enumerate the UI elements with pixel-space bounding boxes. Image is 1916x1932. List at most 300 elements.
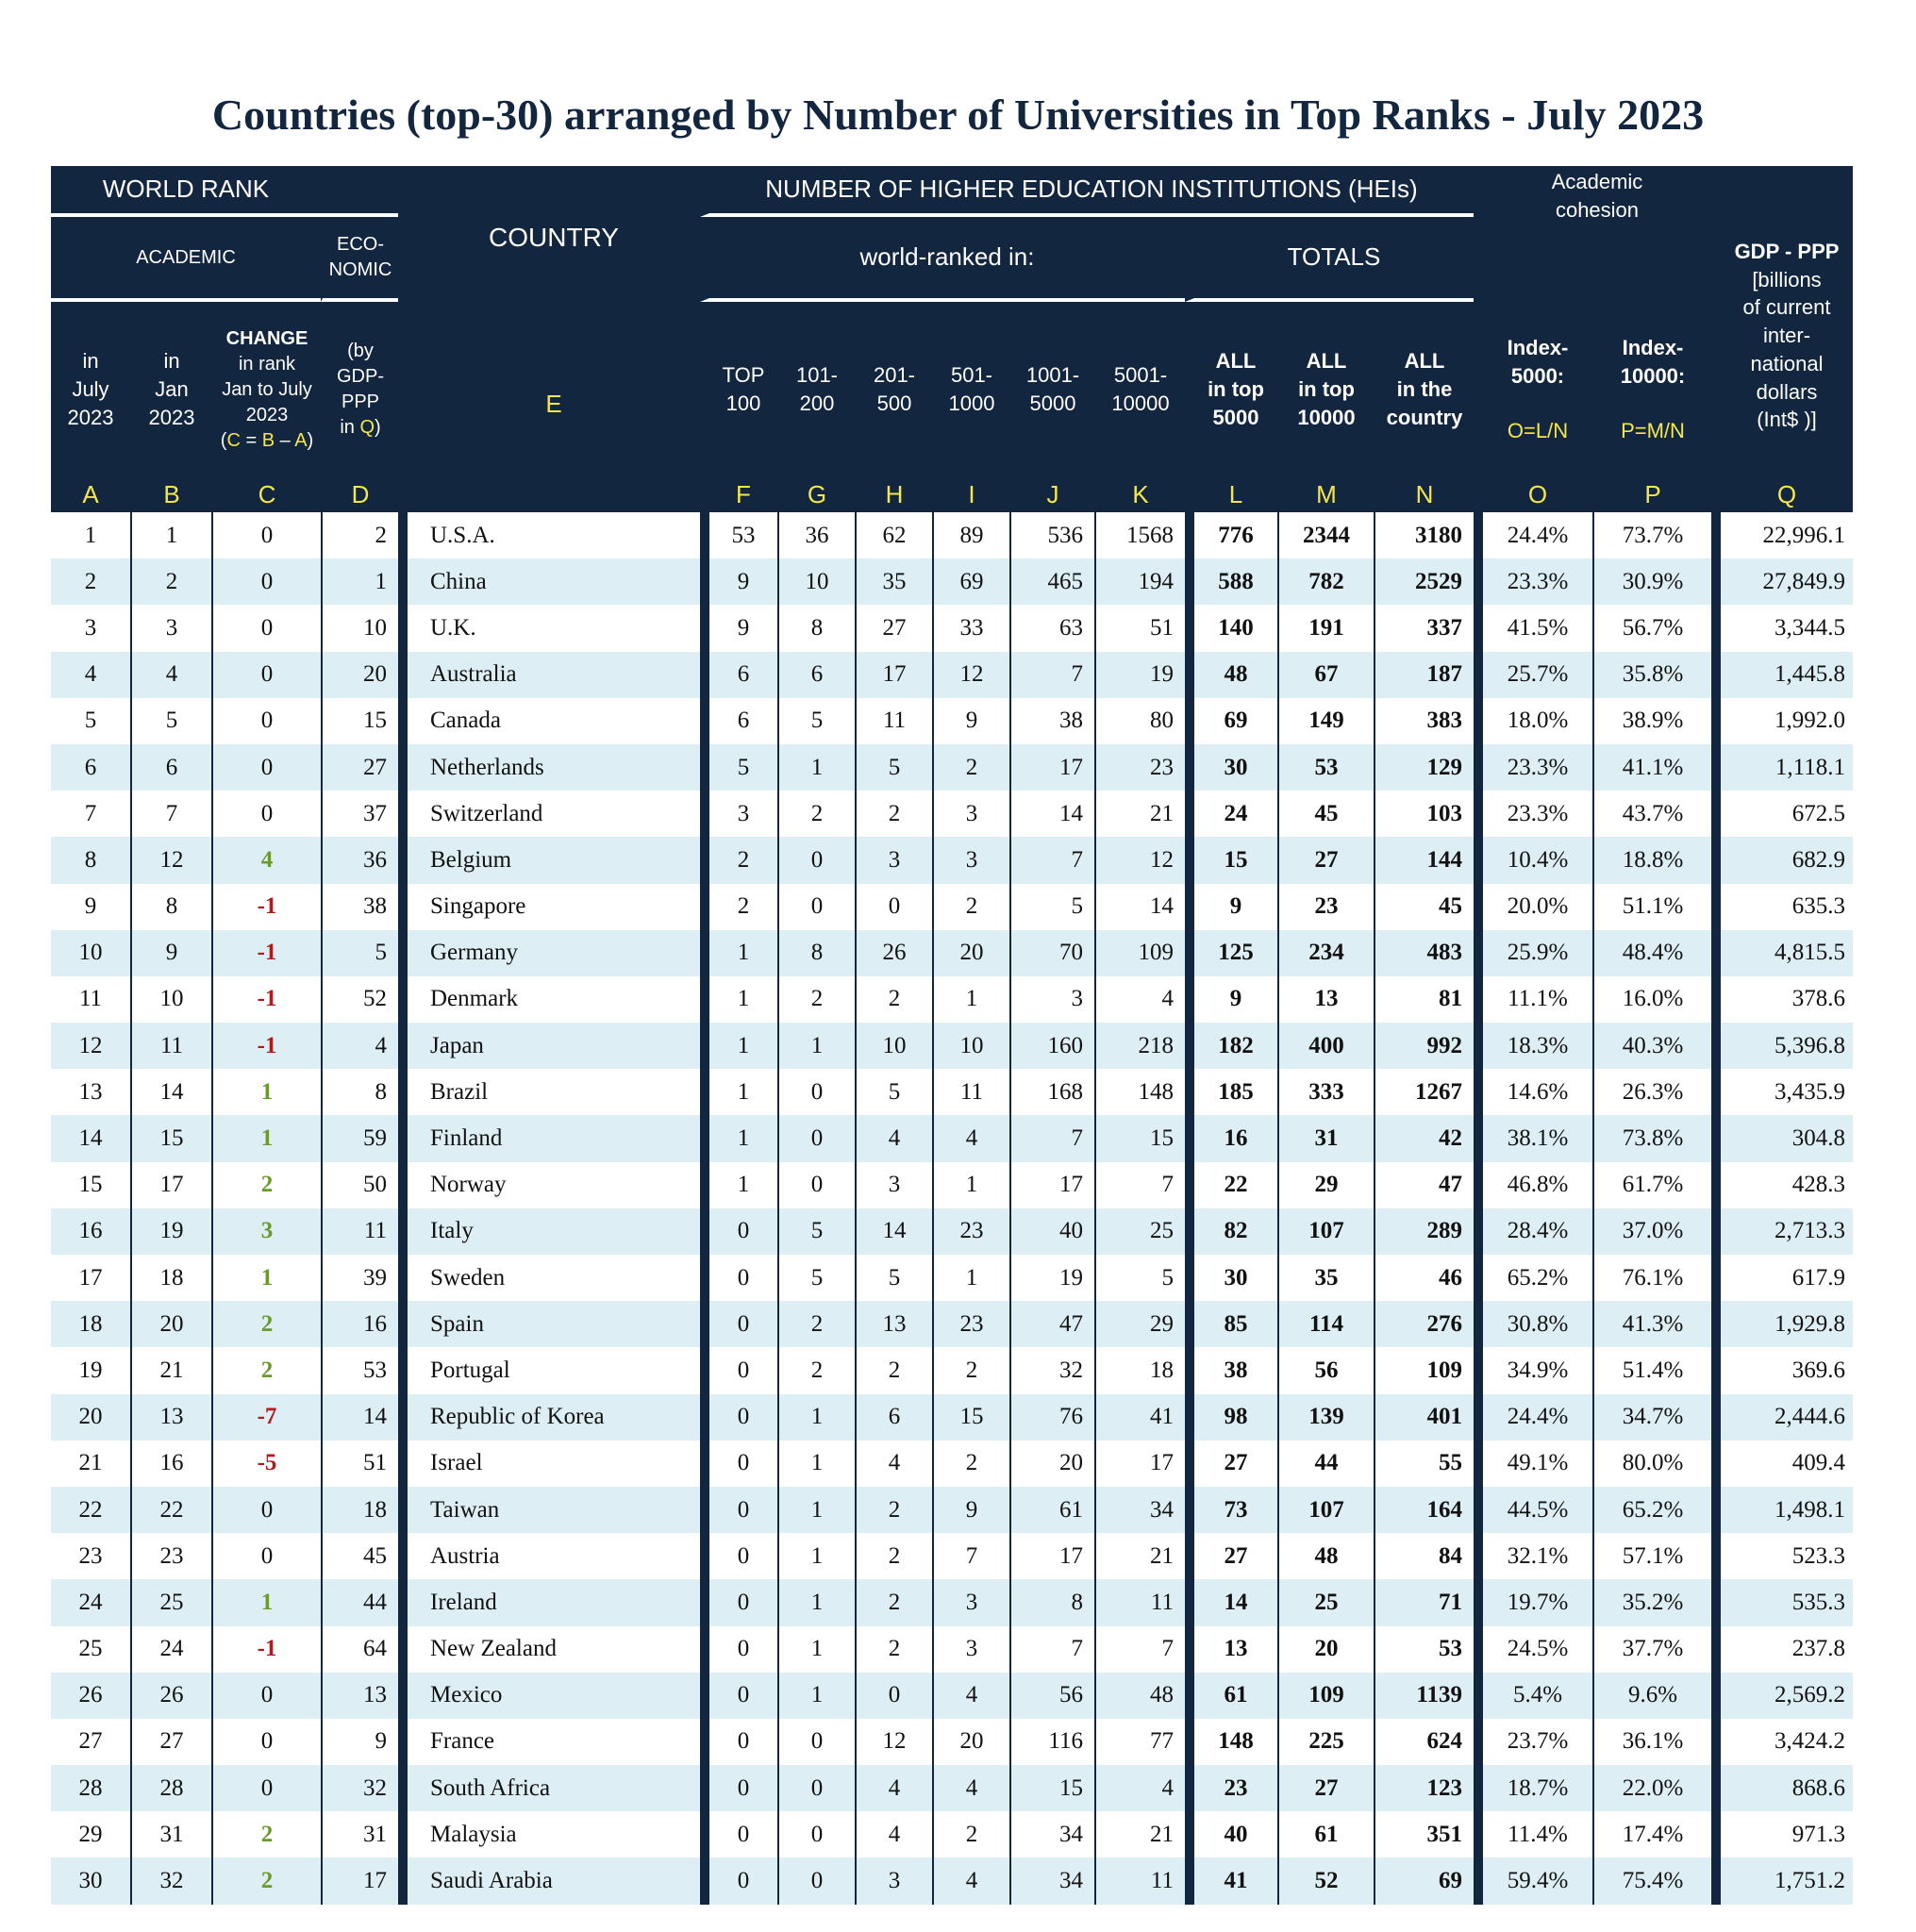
- cell-rank-jan: 26: [130, 1673, 211, 1719]
- cell-economic-rank: 9: [321, 1719, 398, 1765]
- col-n-line3: country: [1386, 405, 1463, 429]
- cell-101-200: 1: [777, 1673, 855, 1719]
- col-h-line2: 500: [876, 391, 912, 415]
- cell-1001-5000: 465: [1009, 558, 1094, 605]
- cell-201-500: 2: [855, 791, 932, 837]
- cell-gdp-ppp: 304.8: [1711, 1115, 1853, 1161]
- cell-top100: 2: [700, 884, 777, 930]
- cell-top100: 0: [700, 1765, 777, 1811]
- col-p-formula: P=M/N: [1621, 418, 1685, 442]
- cell-index-10000: 56.7%: [1592, 605, 1711, 651]
- table-row: [51, 1533, 1853, 1579]
- cell-gdp-ppp: 2,569.2: [1711, 1673, 1853, 1719]
- cell-all-top5000: 38: [1185, 1347, 1277, 1393]
- cell-5001-10000: 51: [1094, 605, 1185, 651]
- cell-country: Brazil: [398, 1069, 700, 1115]
- cell-rank-jan: 25: [130, 1579, 211, 1625]
- cell-rank-change: 0: [211, 791, 321, 837]
- cell-rank-jan: 15: [130, 1115, 211, 1161]
- cell-top100: 0: [700, 1533, 777, 1579]
- cell-top100: 0: [700, 1255, 777, 1301]
- cell-5001-10000: 109: [1094, 930, 1185, 976]
- cell-5001-10000: 12: [1094, 837, 1185, 883]
- table-row: [51, 1069, 1853, 1115]
- cell-index-5000: 23.3%: [1474, 744, 1592, 791]
- cell-all-top5000: 9: [1185, 976, 1277, 1023]
- col-d-q: Q: [359, 417, 375, 438]
- cell-all-top10000: 107: [1277, 1487, 1374, 1533]
- cell-economic-rank: 64: [321, 1626, 398, 1673]
- column-letter-d: D: [321, 477, 398, 512]
- cell-5001-10000: 34: [1094, 1487, 1185, 1533]
- cell-top100: 9: [700, 558, 777, 605]
- cell-economic-rank: 4: [321, 1023, 398, 1069]
- cell-index-10000: 41.1%: [1592, 744, 1711, 791]
- cell-all-top5000: 14: [1185, 1579, 1277, 1625]
- cell-201-500: 5: [855, 744, 932, 791]
- cell-201-500: 13: [855, 1301, 932, 1347]
- cell-1001-5000: 17: [1009, 1162, 1094, 1208]
- cell-gdp-ppp: 3,344.5: [1711, 605, 1853, 651]
- cell-index-10000: 35.2%: [1592, 1579, 1711, 1625]
- table-row: [51, 1255, 1853, 1301]
- cell-all-top10000: 234: [1277, 930, 1374, 976]
- cell-rank-change: -1: [211, 976, 321, 1023]
- rankings-table: [51, 166, 1853, 1905]
- academic-cohesion-line1: Academic: [1551, 170, 1643, 193]
- cell-rank-change: -1: [211, 884, 321, 930]
- cell-all-country: 103: [1374, 791, 1474, 837]
- cell-1001-5000: 70: [1009, 930, 1094, 976]
- cell-501-1000: 4: [932, 1765, 1009, 1811]
- formula-minus: –: [275, 429, 295, 451]
- cell-5001-10000: 4: [1094, 976, 1185, 1023]
- column-letter-q: Q: [1711, 477, 1853, 512]
- cell-all-top5000: 148: [1185, 1719, 1277, 1765]
- cell-rank-jan: 7: [130, 791, 211, 837]
- cell-5001-10000: 7: [1094, 1626, 1185, 1673]
- column-letter-m: M: [1277, 477, 1374, 512]
- column-letter-j: J: [1009, 477, 1094, 512]
- cell-5001-10000: 148: [1094, 1069, 1185, 1115]
- cell-gdp-ppp: 1,929.8: [1711, 1301, 1853, 1347]
- cell-5001-10000: 80: [1094, 698, 1185, 744]
- cell-index-5000: 32.1%: [1474, 1533, 1592, 1579]
- cell-all-top10000: 23: [1277, 884, 1374, 930]
- cell-5001-10000: 23: [1094, 744, 1185, 791]
- cell-rank-change: -5: [211, 1441, 321, 1487]
- cell-index-5000: 65.2%: [1474, 1255, 1592, 1301]
- cell-gdp-ppp: 3,424.2: [1711, 1719, 1853, 1765]
- cell-gdp-ppp: 378.6: [1711, 976, 1853, 1023]
- cell-all-top5000: 27: [1185, 1533, 1277, 1579]
- cell-top100: 0: [700, 1626, 777, 1673]
- cell-501-1000: 89: [932, 512, 1009, 558]
- cell-country: Spain: [398, 1301, 700, 1347]
- cell-all-country: 123: [1374, 1765, 1474, 1811]
- col-j-header: [1009, 302, 1094, 477]
- cell-index-5000: 5.4%: [1474, 1673, 1592, 1719]
- cell-index-5000: 11.4%: [1474, 1811, 1592, 1857]
- column-letter-e: E: [545, 389, 562, 418]
- cell-index-5000: 30.8%: [1474, 1301, 1592, 1347]
- col-d-header: [321, 302, 398, 477]
- cell-rank-jan: 12: [130, 837, 211, 883]
- cell-rank-jan: 24: [130, 1626, 211, 1673]
- cell-rank-july: 17: [51, 1255, 130, 1301]
- cell-top100: 0: [700, 1347, 777, 1393]
- cell-1001-5000: 168: [1009, 1069, 1094, 1115]
- cell-rank-july: 12: [51, 1023, 130, 1069]
- cell-country: Finland: [398, 1115, 700, 1161]
- cell-rank-july: 28: [51, 1765, 130, 1811]
- cell-economic-rank: 10: [321, 605, 398, 651]
- cell-1001-5000: 34: [1009, 1811, 1094, 1857]
- cell-rank-change: 0: [211, 1487, 321, 1533]
- cell-rank-jan: 23: [130, 1533, 211, 1579]
- cell-rank-change: 0: [211, 605, 321, 651]
- cell-1001-5000: 7: [1009, 1626, 1094, 1673]
- cell-all-country: 109: [1374, 1347, 1474, 1393]
- cell-top100: 0: [700, 1579, 777, 1625]
- cell-index-10000: 41.3%: [1592, 1301, 1711, 1347]
- cell-rank-july: 3: [51, 605, 130, 651]
- cell-all-top10000: 114: [1277, 1301, 1374, 1347]
- cell-501-1000: 4: [932, 1115, 1009, 1161]
- cell-index-5000: 46.8%: [1474, 1162, 1592, 1208]
- cell-5001-10000: 15: [1094, 1115, 1185, 1161]
- cell-rank-july: 26: [51, 1673, 130, 1719]
- cell-gdp-ppp: 428.3: [1711, 1162, 1853, 1208]
- cell-index-10000: 80.0%: [1592, 1441, 1711, 1487]
- cell-201-500: 3: [855, 837, 932, 883]
- cell-country: Singapore: [398, 884, 700, 930]
- cell-top100: 3: [700, 791, 777, 837]
- cell-all-top5000: 182: [1185, 1023, 1277, 1069]
- cell-economic-rank: 11: [321, 1208, 398, 1255]
- cell-index-10000: 36.1%: [1592, 1719, 1711, 1765]
- cell-country: Denmark: [398, 976, 700, 1023]
- cell-index-10000: 51.4%: [1592, 1347, 1711, 1393]
- cell-country: China: [398, 558, 700, 605]
- cell-rank-jan: 5: [130, 698, 211, 744]
- cell-rank-jan: 16: [130, 1441, 211, 1487]
- cell-index-10000: 48.4%: [1592, 930, 1711, 976]
- cell-101-200: 0: [777, 1811, 855, 1857]
- table-row: [51, 512, 1853, 558]
- cell-rank-jan: 18: [130, 1255, 211, 1301]
- cell-1001-5000: 3: [1009, 976, 1094, 1023]
- cell-all-top5000: 588: [1185, 558, 1277, 605]
- cell-country: Italy: [398, 1208, 700, 1255]
- col-o-line2: 5000:: [1510, 364, 1565, 389]
- cell-country: Netherlands: [398, 744, 700, 791]
- cell-201-500: 4: [855, 1811, 932, 1857]
- cell-rank-change: 0: [211, 698, 321, 744]
- cell-101-200: 0: [777, 1162, 855, 1208]
- table-row: [51, 837, 1853, 883]
- cell-rank-change: 0: [211, 744, 321, 791]
- cell-all-top10000: 109: [1277, 1673, 1374, 1719]
- cell-all-top10000: 782: [1277, 558, 1374, 605]
- cell-all-top5000: 13: [1185, 1626, 1277, 1673]
- cell-101-200: 1: [777, 1579, 855, 1625]
- economic-line1: ECO-: [337, 234, 384, 255]
- cell-country: Republic of Korea: [398, 1394, 700, 1441]
- col-p-line1: Index-: [1622, 336, 1684, 360]
- column-letter-a: A: [51, 477, 130, 512]
- col-i-line2: 1000: [948, 391, 995, 415]
- cell-index-5000: 59.4%: [1474, 1857, 1592, 1904]
- cell-country: Portugal: [398, 1347, 700, 1393]
- cell-all-top10000: 400: [1277, 1023, 1374, 1069]
- cell-501-1000: 33: [932, 605, 1009, 651]
- cell-index-5000: 38.1%: [1474, 1115, 1592, 1161]
- cell-all-top10000: 35: [1277, 1255, 1374, 1301]
- cell-rank-jan: 4: [130, 652, 211, 698]
- cell-rank-jan: 2: [130, 558, 211, 605]
- cell-101-200: 0: [777, 1719, 855, 1765]
- rankings-table-container: [51, 166, 1853, 1905]
- cell-rank-change: -7: [211, 1394, 321, 1441]
- col-a-line3: 2023: [67, 405, 114, 429]
- col-d-line1: (by: [347, 341, 374, 361]
- cell-101-200: 2: [777, 791, 855, 837]
- col-d-line3: PPP: [341, 391, 380, 412]
- cell-gdp-ppp: 868.6: [1711, 1765, 1853, 1811]
- cell-5001-10000: 7: [1094, 1162, 1185, 1208]
- table-row: [51, 1208, 1853, 1255]
- cell-top100: 5: [700, 744, 777, 791]
- cell-all-top10000: 67: [1277, 652, 1374, 698]
- cell-5001-10000: 18: [1094, 1347, 1185, 1393]
- cell-all-top5000: 23: [1185, 1765, 1277, 1811]
- cell-all-top10000: 29: [1277, 1162, 1374, 1208]
- table-row: [51, 1811, 1853, 1857]
- cell-rank-change: 1: [211, 1255, 321, 1301]
- cell-rank-jan: 17: [130, 1162, 211, 1208]
- cell-all-top5000: 82: [1185, 1208, 1277, 1255]
- cell-5001-10000: 1568: [1094, 512, 1185, 558]
- cell-1001-5000: 17: [1009, 1533, 1094, 1579]
- cell-all-top10000: 107: [1277, 1208, 1374, 1255]
- cell-all-country: 289: [1374, 1208, 1474, 1255]
- cell-rank-jan: 11: [130, 1023, 211, 1069]
- col-m-line3: 10000: [1297, 405, 1356, 429]
- col-f-line2: 100: [725, 391, 761, 415]
- cell-country: Saudi Arabia: [398, 1857, 700, 1904]
- cell-rank-jan: 13: [130, 1394, 211, 1441]
- col-k-header: [1094, 302, 1185, 477]
- cell-top100: 0: [700, 1394, 777, 1441]
- cell-all-top5000: 24: [1185, 791, 1277, 837]
- cell-501-1000: 2: [932, 884, 1009, 930]
- cell-country: Japan: [398, 1023, 700, 1069]
- cell-rank-july: 8: [51, 837, 130, 883]
- col-j-line1: 1001-: [1025, 363, 1080, 388]
- col-c-formula: (C = B – A): [220, 429, 314, 451]
- table-row: [51, 1719, 1853, 1765]
- col-j-line2: 5000: [1029, 391, 1076, 415]
- cell-economic-rank: 5: [321, 930, 398, 976]
- cell-201-500: 27: [855, 605, 932, 651]
- cell-index-5000: 14.6%: [1474, 1069, 1592, 1115]
- cell-201-500: 0: [855, 884, 932, 930]
- cell-all-country: 84: [1374, 1533, 1474, 1579]
- cell-5001-10000: 77: [1094, 1719, 1185, 1765]
- col-i-line1: 501-: [950, 363, 993, 388]
- cell-all-top5000: 30: [1185, 744, 1277, 791]
- cell-1001-5000: 7: [1009, 652, 1094, 698]
- cell-1001-5000: 7: [1009, 1115, 1094, 1161]
- column-letter-h: H: [855, 477, 932, 512]
- country-header: [398, 166, 700, 512]
- cell-economic-rank: 8: [321, 1069, 398, 1115]
- cell-rank-july: 1: [51, 512, 130, 558]
- cell-economic-rank: 31: [321, 1811, 398, 1857]
- cell-501-1000: 9: [932, 1487, 1009, 1533]
- cell-gdp-ppp: 635.3: [1711, 884, 1853, 930]
- cell-1001-5000: 160: [1009, 1023, 1094, 1069]
- col-f-header: [700, 302, 777, 477]
- cell-index-5000: 28.4%: [1474, 1208, 1592, 1255]
- cell-economic-rank: 13: [321, 1673, 398, 1719]
- cell-country: Taiwan: [398, 1487, 700, 1533]
- cell-index-5000: 24.4%: [1474, 512, 1592, 558]
- cell-rank-jan: 19: [130, 1208, 211, 1255]
- cell-index-10000: 65.2%: [1592, 1487, 1711, 1533]
- cell-5001-10000: 194: [1094, 558, 1185, 605]
- gdp-line3: of current: [1742, 295, 1831, 320]
- cell-all-top5000: 30: [1185, 1255, 1277, 1301]
- cell-1001-5000: 19: [1009, 1255, 1094, 1301]
- cell-rank-change: 2: [211, 1347, 321, 1393]
- table-row: [51, 744, 1853, 791]
- table-row: [51, 1579, 1853, 1625]
- cell-201-500: 2: [855, 1347, 932, 1393]
- cell-gdp-ppp: 617.9: [1711, 1255, 1853, 1301]
- cell-rank-jan: 32: [130, 1857, 211, 1904]
- column-letter-l: L: [1185, 477, 1277, 512]
- economic-line2: NOMIC: [328, 259, 392, 280]
- cell-all-top5000: 15: [1185, 837, 1277, 883]
- col-k-line1: 5001-: [1113, 363, 1168, 388]
- col-p-header: [1592, 302, 1711, 477]
- cell-501-1000: 69: [932, 558, 1009, 605]
- cell-rank-july: 19: [51, 1347, 130, 1393]
- cell-rank-jan: 28: [130, 1765, 211, 1811]
- cell-1001-5000: 20: [1009, 1441, 1094, 1487]
- column-letters-row: [51, 477, 1853, 512]
- cell-top100: 0: [700, 1208, 777, 1255]
- cell-rank-change: 0: [211, 652, 321, 698]
- cell-index-10000: 57.1%: [1592, 1533, 1711, 1579]
- col-d-line2: GDP-: [337, 366, 384, 387]
- cell-rank-jan: 1: [130, 512, 211, 558]
- cell-all-country: 46: [1374, 1255, 1474, 1301]
- cell-201-500: 26: [855, 930, 932, 976]
- cell-501-1000: 4: [932, 1673, 1009, 1719]
- cell-rank-change: 2: [211, 1301, 321, 1347]
- cell-101-200: 1: [777, 744, 855, 791]
- cell-101-200: 5: [777, 1255, 855, 1301]
- cell-501-1000: 3: [932, 791, 1009, 837]
- cell-1001-5000: 56: [1009, 1673, 1094, 1719]
- cell-5001-10000: 25: [1094, 1208, 1185, 1255]
- cell-index-5000: 10.4%: [1474, 837, 1592, 883]
- cell-rank-jan: 3: [130, 605, 211, 651]
- cell-1001-5000: 17: [1009, 744, 1094, 791]
- table-row: [51, 1673, 1853, 1719]
- cell-all-top5000: 73: [1185, 1487, 1277, 1533]
- country-header-label: COUNTRY: [489, 223, 619, 253]
- cell-gdp-ppp: 672.5: [1711, 791, 1853, 837]
- cell-country: Israel: [398, 1441, 700, 1487]
- cell-all-top10000: 139: [1277, 1394, 1374, 1441]
- cell-gdp-ppp: 1,751.2: [1711, 1857, 1853, 1904]
- cell-101-200: 0: [777, 1115, 855, 1161]
- col-c-line3: Jan to July: [222, 378, 312, 400]
- cell-index-10000: 16.0%: [1592, 976, 1711, 1023]
- cell-country: Mexico: [398, 1673, 700, 1719]
- cell-rank-july: 29: [51, 1811, 130, 1857]
- cell-top100: 6: [700, 698, 777, 744]
- table-body: [51, 512, 1853, 1905]
- academic-cohesion-header: [1474, 166, 1711, 302]
- cell-201-500: 62: [855, 512, 932, 558]
- cell-101-200: 1: [777, 1394, 855, 1441]
- col-m-line1: ALL: [1306, 349, 1347, 374]
- col-n-line1: ALL: [1404, 349, 1445, 374]
- cell-rank-change: -1: [211, 930, 321, 976]
- cell-index-5000: 49.1%: [1474, 1441, 1592, 1487]
- cell-gdp-ppp: 1,498.1: [1711, 1487, 1853, 1533]
- cell-top100: 1: [700, 1023, 777, 1069]
- cell-index-5000: 25.9%: [1474, 930, 1592, 976]
- col-m-header: [1277, 302, 1374, 477]
- formula-c: C: [226, 429, 241, 451]
- cell-all-country: 337: [1374, 605, 1474, 651]
- col-d-line4: in Q): [340, 417, 381, 438]
- cell-5001-10000: 14: [1094, 884, 1185, 930]
- cell-201-500: 4: [855, 1765, 932, 1811]
- cell-rank-change: 2: [211, 1857, 321, 1904]
- cell-index-5000: 23.3%: [1474, 791, 1592, 837]
- gdp-header: [1711, 166, 1853, 477]
- cell-rank-july: 25: [51, 1626, 130, 1673]
- cell-rank-july: 30: [51, 1857, 130, 1904]
- column-letter-c: C: [211, 477, 321, 512]
- cell-all-country: 3180: [1374, 512, 1474, 558]
- cell-all-country: 401: [1374, 1394, 1474, 1441]
- table-row: [51, 884, 1853, 930]
- cell-101-200: 10: [777, 558, 855, 605]
- cell-rank-change: 3: [211, 1208, 321, 1255]
- col-l-line2: in top: [1208, 377, 1264, 402]
- cell-201-500: 2: [855, 976, 932, 1023]
- cell-all-country: 483: [1374, 930, 1474, 976]
- cell-501-1000: 11: [932, 1069, 1009, 1115]
- table-row: [51, 1441, 1853, 1487]
- table-row: [51, 1115, 1853, 1161]
- cell-gdp-ppp: 237.8: [1711, 1626, 1853, 1673]
- cell-201-500: 4: [855, 1115, 932, 1161]
- cell-1001-5000: 63: [1009, 605, 1094, 651]
- cell-201-500: 4: [855, 1441, 932, 1487]
- cell-rank-july: 27: [51, 1719, 130, 1765]
- cell-501-1000: 2: [932, 744, 1009, 791]
- table-row: [51, 1347, 1853, 1393]
